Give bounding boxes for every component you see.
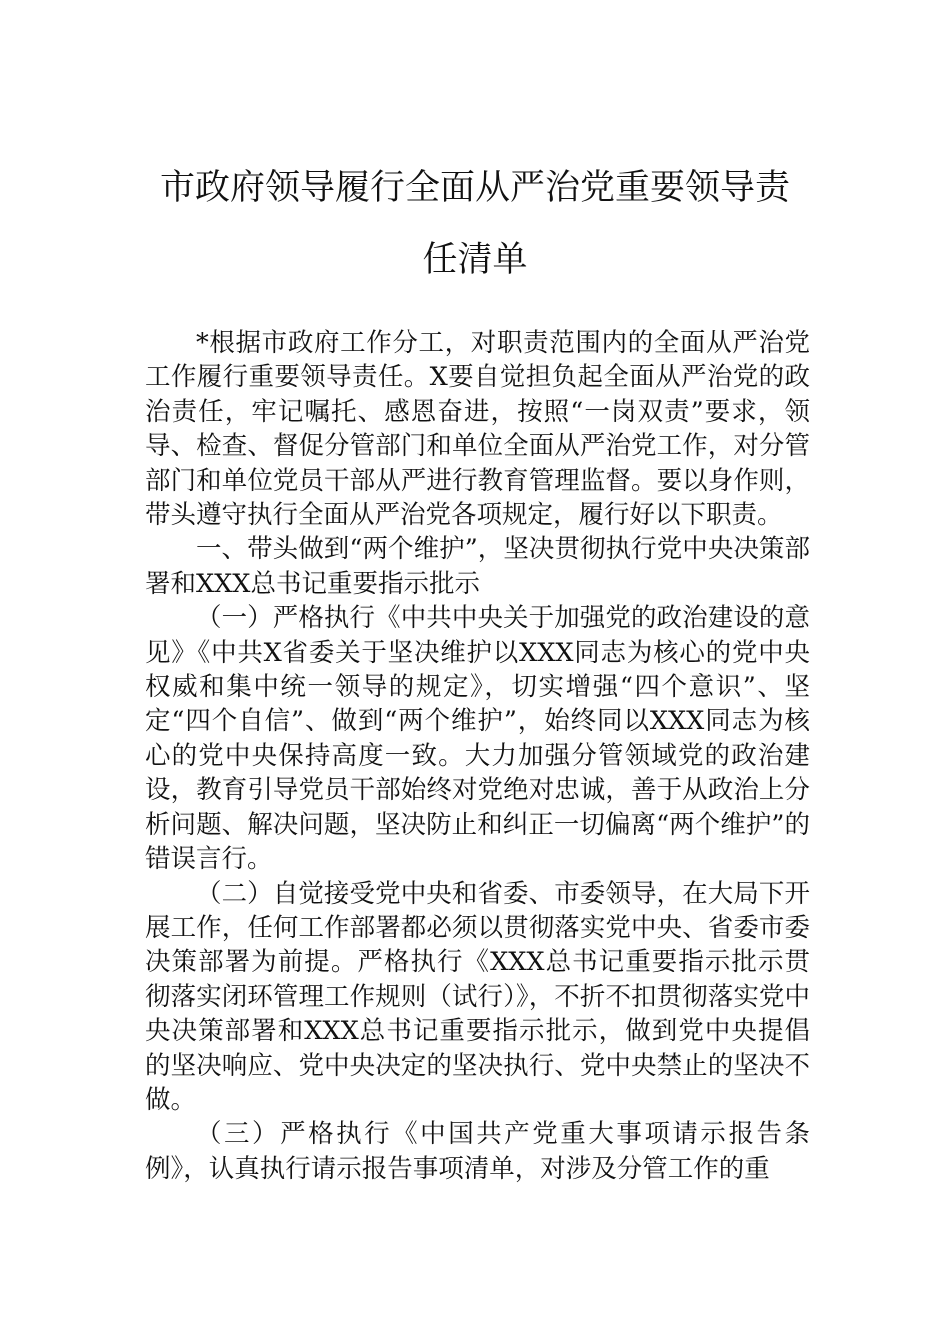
document-title-line-1: 市政府领导履行全面从严治党重要领导责 bbox=[159, 168, 790, 208]
document-title-line-2: 任清单 bbox=[422, 240, 528, 280]
section-heading-1: 一、带头做到“两个维护”，坚决贯彻执行党中央决策部署和XXX总书记重要指示批示 bbox=[145, 534, 810, 599]
clause-paragraph-3: （三）严格执行《中国共产党重大事项请示报告条例》，认真执行请示报告事项清单，对涉及分管工作的重 bbox=[145, 1119, 810, 1184]
intro-paragraph: *根据市政府工作分工，对职责范围内的全面从严治党工作履行重要领导责任。X要自觉担负起全面从严治党的政治责任，牢记嘱托、感恩奋进，按照“一岗双责”要求，领导、检查、督促分管部门和单位全面从严治党工作，对分管部门和单位党员干部从严进行教育管理监督。要以身作则，带头遵守执行全面从严治党各项规定，履行好以下职责。 bbox=[145, 328, 810, 531]
document-body bbox=[145, 326, 810, 1186]
clause-paragraph-1: （一）严格执行《中共中央关于加强党的政治建设的意见》《中共X省委关于坚决维护以XXX同志为核心的党中央权威和集中统一领导的规定》，切实增强“四个意识”、坚定“四个自信”、做到“两个维护”，始终同以XXX同志为核心的党中央保持高度一致。大力加强分管领域党的政治建设，教育引导党员干部始终对党绝对忠诚，善于从政治上分析问题、解决问题，坚决防止和纠正一切偏离“两个维护”的错误言行。 bbox=[145, 603, 810, 875]
clause-paragraph-2: （二）自觉接受党中央和省委、市委领导，在大局下开展工作，任何工作部署都必须以贯彻落实党中央、省委市委决策部署为前提。严格执行《XXX总书记重要指示批示贯彻落实闭环管理工作规则（试行）》，不折不扣贯彻落实党中央决策部署和XXX总书记重要指示批示，做到党中央提倡的坚决响应、党中央决定的坚决执行、党中央禁止的坚决不做。 bbox=[145, 878, 810, 1115]
